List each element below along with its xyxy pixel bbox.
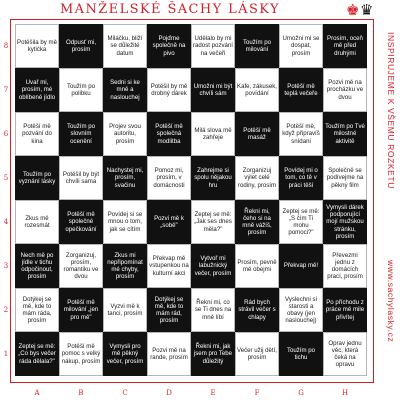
square-label: Potěší mě teplá večeře: [284, 82, 318, 97]
square-label: Sedni si ke mně a naslouchej: [110, 79, 140, 101]
board-square[interactable]: [103, 200, 147, 244]
square-label: Kafe, zákusek, povídání: [237, 82, 277, 97]
board-square[interactable]: [103, 288, 147, 332]
chess-board: [15, 24, 367, 376]
square-label: Prosím, oceň mě před druhými: [327, 35, 363, 57]
square-label: Po příchodu z práce mě mile přivítej: [325, 299, 365, 321]
board-square[interactable]: [279, 156, 323, 200]
board-square[interactable]: [59, 244, 103, 288]
board-square[interactable]: [59, 24, 103, 68]
square-label: Potěší mě masáž: [243, 126, 271, 141]
square-label: Zorganizuj, prosím, romantiku ve dvou: [63, 251, 99, 281]
square-label: Udělalo by mi radost pozvání na večeři: [193, 35, 233, 57]
board-square[interactable]: [235, 332, 279, 376]
board-square[interactable]: [147, 244, 191, 288]
square-label: Zkus mě rozesmát: [24, 214, 50, 229]
board-square[interactable]: [235, 244, 279, 288]
side-slogan: INSPIRUJEME K VŠEMU ROZKETU: [386, 32, 396, 189]
square-label: Povídej si se mnou o tom, jak se cítím: [107, 211, 143, 233]
board-square[interactable]: [235, 288, 279, 332]
file-label: E: [210, 389, 216, 397]
board-square[interactable]: [279, 200, 323, 244]
square-label: Nachystej mi, prosím, svačinu: [106, 167, 144, 189]
square-label: Potěšila by mě kytička: [17, 38, 57, 53]
square-label: Pozvi mě na procházku ve dvou: [326, 79, 364, 101]
rank-label: 5: [3, 174, 9, 182]
rank-label: 7: [3, 86, 9, 94]
board-square[interactable]: [323, 288, 367, 332]
board-square[interactable]: [191, 156, 235, 200]
square-label: Vytvoř mi labužnický večer, prosím: [194, 255, 232, 277]
board-square[interactable]: [279, 112, 323, 156]
square-label: Pojďme společně na pivo: [152, 35, 186, 57]
board-square[interactable]: [323, 244, 367, 288]
square-label: Řekni mi, jak jsem pro Tebe důležitý: [193, 343, 233, 365]
square-label: Prosím, pevně mě obejmi: [237, 258, 277, 273]
board-square[interactable]: [147, 156, 191, 200]
board-square[interactable]: [279, 244, 323, 288]
board-square[interactable]: [191, 244, 235, 288]
board-square[interactable]: [59, 200, 103, 244]
square-label: Toužím po polibku: [66, 82, 96, 97]
board-square[interactable]: [59, 288, 103, 332]
board-square[interactable]: [103, 156, 147, 200]
board-square[interactable]: [59, 68, 103, 112]
board-square[interactable]: [15, 244, 59, 288]
board-square[interactable]: [191, 200, 235, 244]
board-square[interactable]: [15, 332, 59, 376]
board-square[interactable]: [103, 332, 147, 376]
page-title: MANŽELSKÉ ŠACHY LÁSKY: [59, 2, 281, 17]
square-label: Převezmi jednu z domácích prací, prosím: [327, 251, 363, 281]
rank-label: 8: [3, 42, 9, 50]
square-label: Projev svou autoritu, prosím: [109, 123, 141, 145]
file-label: F: [254, 389, 260, 397]
board-square[interactable]: [191, 68, 235, 112]
square-label: Vyzvi mě k tanci, prosím: [107, 302, 143, 317]
board-square[interactable]: [103, 244, 147, 288]
square-label: Potěší mě milování „jen pro mě": [63, 299, 99, 321]
square-label: Pozvi mě na rande, prosím: [150, 346, 188, 361]
board-square[interactable]: [15, 200, 59, 244]
board-square[interactable]: [15, 288, 59, 332]
square-label: Společně se podívejme na pěkný film: [326, 167, 364, 189]
file-label: H: [341, 389, 349, 397]
square-label: Pozvi mě k „sobě": [154, 214, 184, 229]
board-square[interactable]: [59, 156, 103, 200]
square-label: Toužím po slovním ocenění: [66, 123, 96, 145]
square-label: Potěší mě pozvání do kina: [22, 123, 52, 145]
board-square[interactable]: [191, 112, 235, 156]
rank-label: 4: [3, 218, 9, 226]
square-label: Vymysli pro mě pěkný večer, prosím: [106, 343, 144, 365]
square-label: Potěšil by být chvíli sama: [62, 170, 100, 185]
board-square[interactable]: [147, 24, 191, 68]
board-square[interactable]: [235, 200, 279, 244]
square-label: Potěší mě pomoc s velký nákup, prosím: [61, 343, 101, 365]
square-label: Potěšil by mě drobný dárek: [150, 82, 188, 97]
square-label: Povídej mi o tom, co tě v práci těší: [284, 167, 318, 189]
board-square[interactable]: [191, 332, 235, 376]
square-label: Vyslechni si starosti a obavy (jen naslouchej): [285, 295, 317, 325]
file-label: A: [34, 389, 40, 397]
square-label: Zahrejme si spolu nějakou hru: [194, 167, 232, 189]
square-label: Nech mě po jídle v tichu odpočinout, prosím: [20, 251, 54, 281]
square-label: Překvap mě vstupenkou na kulturní akci: [149, 255, 189, 277]
file-label: D: [166, 389, 172, 397]
square-label: Vymysli dárek podporující mojí mužskou stránku, prosím: [326, 204, 364, 240]
file-label: C: [122, 389, 128, 397]
board-square[interactable]: [323, 156, 367, 200]
square-label: Toužím po Tvé milostné aktivitě: [325, 123, 365, 145]
file-label: G: [298, 389, 304, 397]
rank-label: 1: [3, 350, 9, 358]
board-square[interactable]: [323, 332, 367, 376]
board-square[interactable]: [15, 156, 59, 200]
square-label: Miláčku, bliží se důležité datum: [107, 35, 143, 57]
file-labels: [15, 388, 367, 398]
square-label: Toužím po tichu: [286, 346, 316, 361]
board-square[interactable]: [279, 24, 323, 68]
board-square[interactable]: [147, 68, 191, 112]
square-label: Toužím po vyznání lásky: [18, 170, 56, 185]
board-square[interactable]: [147, 112, 191, 156]
square-label: Milá slova mě zahřeje: [194, 126, 232, 141]
board-square[interactable]: [235, 112, 279, 156]
rank-label: 3: [3, 262, 9, 270]
board-square[interactable]: [147, 332, 191, 376]
square-label: Večer užij dětí, prosím: [237, 346, 277, 361]
board-square[interactable]: [279, 68, 323, 112]
square-label: Zorganizuj výlet celé rodiny, prosím: [237, 167, 277, 189]
square-label: Potěší mě společná modlitba: [155, 123, 183, 145]
square-label: Potěší mě společné opečkování: [65, 211, 97, 233]
square-label: Zeptej se mě: „S čím Ti mohu pomoci?": [282, 207, 320, 237]
board-square[interactable]: [323, 68, 367, 112]
square-label: Dotýkej se mě, kde to mám rád, prosím: [154, 295, 184, 325]
square-label: Umožni mi být chvíli sám: [193, 82, 233, 97]
square-label: Pomoz mi, prosím, v domácnosti: [153, 167, 185, 189]
board-square[interactable]: [323, 112, 367, 156]
board-square[interactable]: [147, 200, 191, 244]
board-square[interactable]: [279, 288, 323, 332]
chess-king-icon: ♚: [346, 1, 360, 19]
square-label: Umožni mi se dospat, prosím: [282, 35, 320, 57]
square-label: Zkus mi nepřipomínat mé chyby, prosím: [107, 251, 143, 281]
square-label: Řekni mi, čeho si na mně vážíš, prosím: [242, 207, 272, 237]
board-square[interactable]: [103, 112, 147, 156]
rank-label: 2: [3, 306, 9, 314]
board-square[interactable]: [59, 332, 103, 376]
square-label: Překvap mě!: [283, 262, 319, 270]
square-label: Uvař mi, prosím, mé oblíbené jídlo: [18, 79, 56, 101]
square-label: Oprav jednu věc, která čeká na opravu: [328, 339, 362, 369]
board-square[interactable]: [235, 68, 279, 112]
board-square[interactable]: [323, 24, 367, 68]
board-square[interactable]: [191, 288, 235, 332]
board-square[interactable]: [323, 200, 367, 244]
board-square[interactable]: [103, 68, 147, 112]
square-label: Toužím po milování: [242, 38, 272, 53]
board-square[interactable]: [15, 68, 59, 112]
side-website-url: www.sachylasky.cz: [386, 260, 396, 343]
square-label: Potěší mě, když připravíš snídani: [282, 123, 320, 145]
rank-labels: [0, 24, 12, 376]
file-label: B: [78, 389, 84, 397]
board-square[interactable]: [235, 156, 279, 200]
board-square[interactable]: [279, 332, 323, 376]
square-label: Odpusť mi, prosím: [65, 38, 97, 53]
board-square[interactable]: [235, 24, 279, 68]
board-square[interactable]: [15, 112, 59, 156]
square-label: Dotýkej se mě, kde to mám ráda, prosím: [22, 295, 52, 325]
board-square[interactable]: [147, 288, 191, 332]
square-label: Zeptej se mě: „Co bys večer ráda dělala?": [18, 343, 56, 365]
board-square[interactable]: [191, 24, 235, 68]
chess-queen-icon: ♛: [360, 1, 374, 19]
square-label: Řekni mi, co se Ti dnes na mně líbí: [194, 299, 232, 321]
board-square[interactable]: [59, 112, 103, 156]
square-label: Zeptej se mě: „Jak ses dnes měla?": [194, 211, 232, 233]
rank-label: 6: [3, 130, 9, 138]
board-square[interactable]: [15, 24, 59, 68]
board-square[interactable]: [103, 24, 147, 68]
square-label: Rád bych strávil večer s chlapy: [238, 299, 276, 321]
